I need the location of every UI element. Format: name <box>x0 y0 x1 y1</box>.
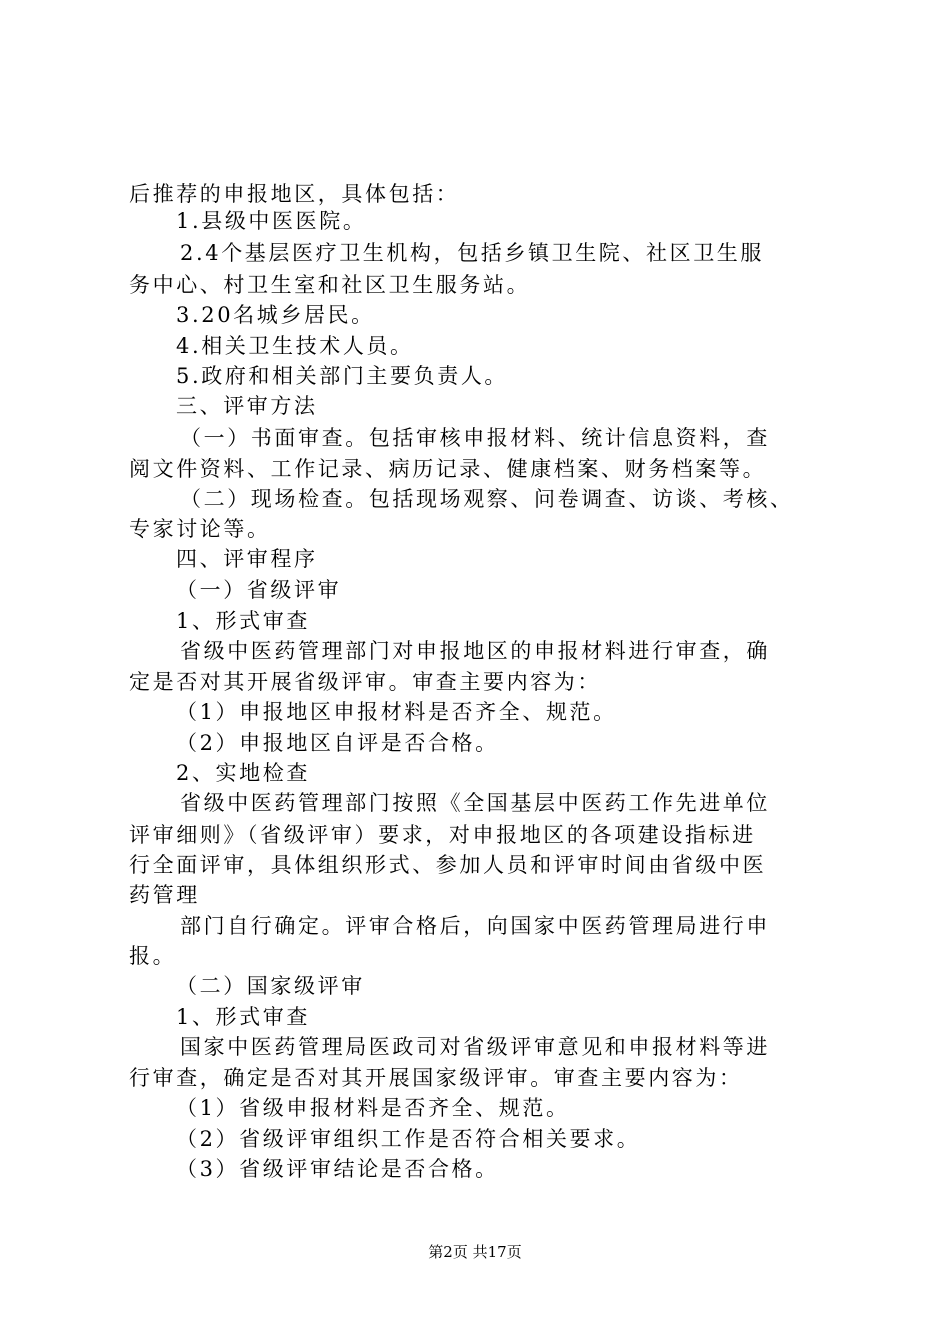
subsection-heading: 1、形式审查 <box>176 1005 310 1029</box>
text-line: 4.相关卫生技术人员。 <box>176 334 414 358</box>
text-line: 报。 <box>129 944 177 968</box>
text-line: 5.政府和相关部门主要负责人。 <box>176 364 509 388</box>
text-line: 省级中医药管理部门按照《全国基层中医药工作先进单位 <box>180 791 770 815</box>
text-line: 国家中医药管理局医政司对省级评审意见和申报材料等进 <box>180 1035 770 1059</box>
text-line: （2）省级评审组织工作是否符合相关要求。 <box>176 1127 641 1151</box>
text-line: 阅文件资料、工作记录、病历记录、健康档案、财务档案等。 <box>129 457 767 481</box>
text-line: 3.20名城乡居民。 <box>176 303 375 327</box>
text-line: 行全面评审，具体组织形式、参加人员和评审时间由省级中医 <box>129 853 767 877</box>
text-line: （3）省级评审结论是否合格。 <box>176 1157 499 1181</box>
page-footer: 第2页 共17页 <box>428 1243 522 1261</box>
text-line: （2）申报地区自评是否合格。 <box>176 731 499 755</box>
text-line: 1.县级中医医院。 <box>176 209 367 233</box>
text-line: 专家讨论等。 <box>129 517 271 541</box>
subsection-heading: 2、实地检查 <box>176 761 310 785</box>
text-line: 行审查，确定是否对其开展国家级评审。审查主要内容为： <box>129 1066 743 1090</box>
text-line: （1）省级申报材料是否齐全、规范。 <box>176 1096 570 1120</box>
text-line: 省级中医药管理部门对申报地区的申报材料进行审查，确 <box>180 639 770 663</box>
text-line: 后推荐的申报地区，具体包括： <box>129 182 460 206</box>
text-line: 2.4个基层医疗卫生机构，包括乡镇卫生院、社区卫生服 <box>180 241 764 265</box>
section-heading: 四、评审程序 <box>176 547 318 571</box>
text-line: 部门自行确定。评审合格后，向国家中医药管理局进行申 <box>180 914 770 938</box>
section-heading: 三、评审方法 <box>176 394 318 418</box>
text-line: （一）书面审查。包括审核申报材料、统计信息资料，查 <box>180 426 770 450</box>
text-line: （二）现场检查。包括现场观察、问卷调查、访谈、考核、 <box>180 487 794 511</box>
subsection-heading: 1、形式审查 <box>176 609 310 633</box>
subsection-heading: （二）国家级评审 <box>176 974 365 998</box>
text-line: （1）申报地区申报材料是否齐全、规范。 <box>176 700 617 724</box>
text-line: 药管理 <box>129 883 200 907</box>
text-line: 定是否对其开展省级评审。审查主要内容为： <box>129 670 601 694</box>
text-line: 评审细则》（省级评审）要求，对申报地区的各项建设指标进 <box>129 823 756 847</box>
subsection-heading: （一）省级评审 <box>176 578 342 602</box>
text-line: 务中心、村卫生室和社区卫生服务站。 <box>129 273 531 297</box>
